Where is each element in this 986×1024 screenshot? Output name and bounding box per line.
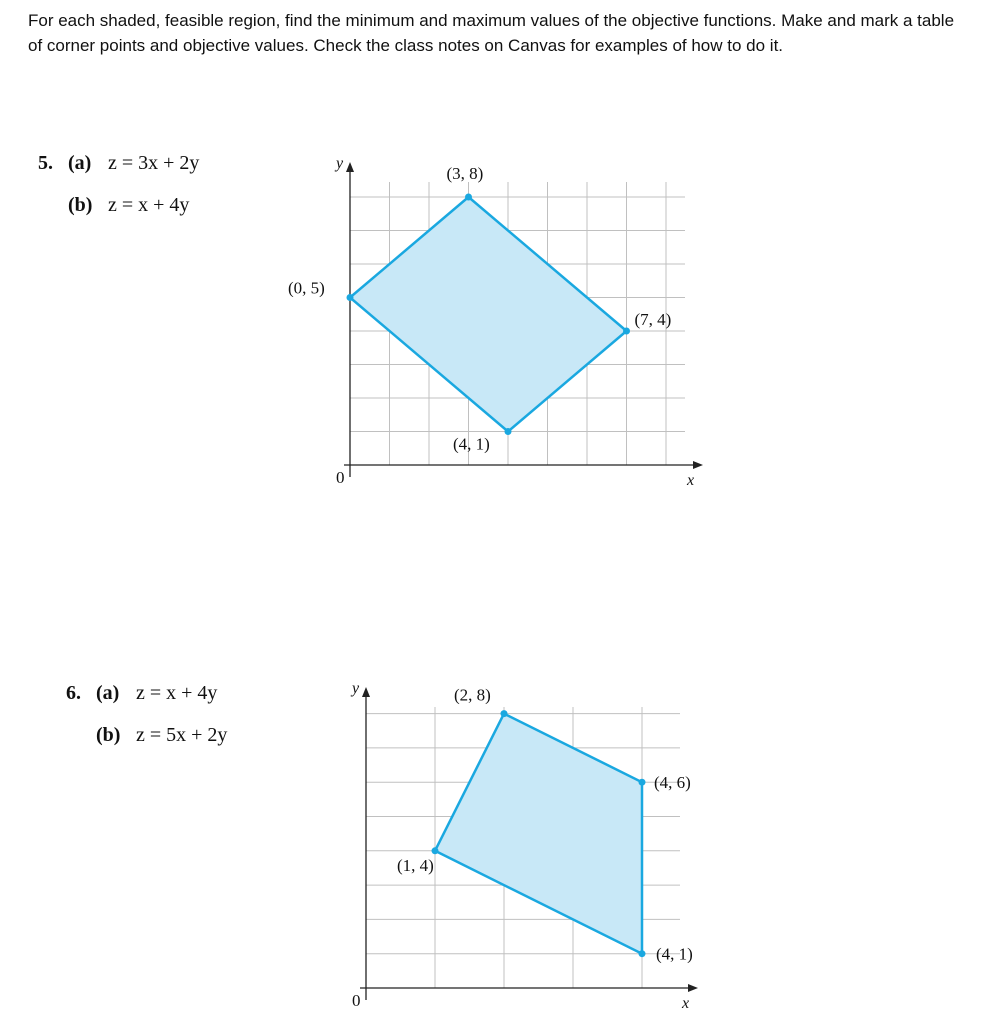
corner-label: (2, 8)	[454, 685, 491, 705]
corner-point	[623, 328, 630, 335]
graph-problem-5	[288, 155, 703, 489]
x-axis-arrow	[688, 984, 698, 992]
instructions-text: For each shaded, feasible region, find the minimum and maximum values of the objective functions. Make and mark a table of corner points and objective values. Check the class notes on Canvas for examples of how to do it.	[28, 11, 955, 55]
part-label: (a)	[68, 151, 92, 174]
objective-function: z = 5x + 2y	[136, 723, 228, 746]
problem-number: 6.	[66, 681, 81, 704]
x-axis-label: x	[687, 472, 695, 489]
part-label: (b)	[68, 193, 93, 216]
graph-problem-6	[350, 680, 698, 1012]
part-label: (a)	[96, 681, 120, 704]
problem-number: 5.	[38, 151, 53, 174]
objective-function: z = 3x + 2y	[108, 151, 200, 174]
corner-point	[347, 294, 354, 301]
y-axis-label: y	[336, 155, 344, 172]
corner-point	[639, 950, 646, 957]
corner-label: (4, 1)	[453, 434, 490, 454]
x-axis-arrow	[693, 461, 703, 469]
y-axis-arrow	[362, 687, 370, 697]
corner-point	[432, 847, 439, 854]
corner-point	[465, 194, 472, 201]
x-axis-label: x	[682, 995, 690, 1012]
origin-label: 0	[352, 991, 361, 1010]
corner-point	[501, 710, 508, 717]
corner-label: (4, 1)	[656, 944, 693, 964]
corner-point	[505, 428, 512, 435]
corner-label: (4, 6)	[654, 773, 691, 793]
origin-label: 0	[336, 468, 345, 487]
y-axis-arrow	[346, 162, 354, 172]
corner-label: (0, 5)	[288, 278, 325, 298]
objective-function: z = x + 4y	[136, 681, 218, 704]
objective-function: z = x + 4y	[108, 193, 190, 216]
y-axis-label: y	[352, 680, 360, 697]
feasible-region	[435, 714, 642, 954]
feasible-region	[350, 197, 627, 432]
corner-label: (1, 4)	[397, 855, 434, 875]
part-label: (b)	[96, 723, 121, 746]
corner-label: (3, 8)	[446, 164, 484, 183]
corner-label: (7, 4)	[634, 310, 672, 329]
corner-point	[639, 779, 646, 786]
